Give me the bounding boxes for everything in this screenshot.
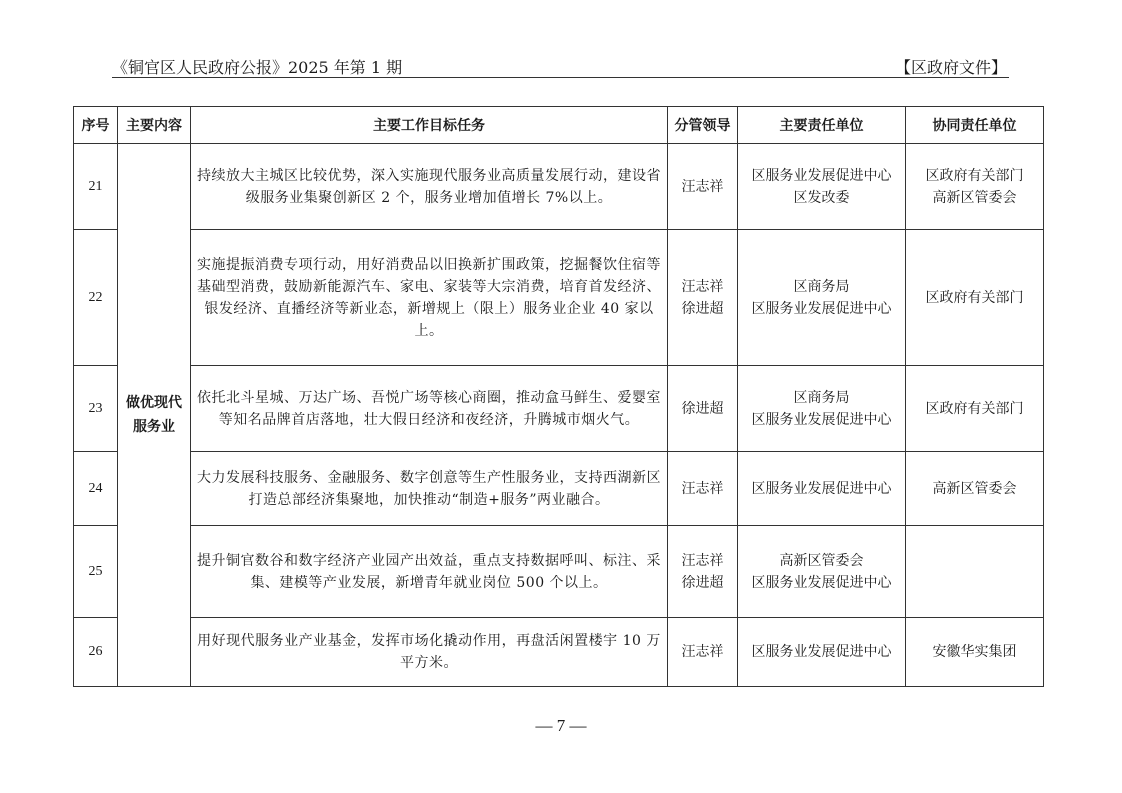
co-unit-name: 区政府有关部门 <box>925 400 1024 417</box>
table-row <box>74 452 1044 526</box>
unit-cell <box>738 230 906 366</box>
unit-name: 区商务局 <box>793 278 850 295</box>
table-row <box>74 526 1044 618</box>
unit-name: 区服务业发展促进中心 <box>751 644 892 660</box>
task-text: 依托北斗星城、万达广场、吾悦广场等核心商圈，推动盒马鲜生、爱婴室等知名品牌首店落地，壮大假日经济和夜经济，升腾城市烟火气。 <box>191 366 668 452</box>
unit-name: 区服务业发展促进中心 <box>751 300 892 317</box>
co-unit-cell <box>906 144 1044 230</box>
table-header-row <box>74 107 1044 144</box>
column-header-no: 序号 <box>74 107 118 144</box>
unit-name: 区服务业发展促进中心 <box>751 411 892 428</box>
leader-name: 徐进超 <box>681 300 724 317</box>
column-header-leader: 分管领导 <box>668 107 738 144</box>
task-text: 用好现代服务业产业基金，发挥市场化撬动作用，再盘活闲置楼宇 10 万平方米。 <box>191 618 668 687</box>
task-text: 提升铜官数谷和数字经济产业园产出效益，重点支持数据呼叫、标注、采集、建模等产业发展，新增青年就业岗位 500 个以上。 <box>191 526 668 618</box>
co-unit-cell <box>906 230 1044 366</box>
leader-cell <box>668 452 738 526</box>
row-number: 26 <box>74 618 118 687</box>
task-table <box>73 106 1044 687</box>
co-unit-name: 区政府有关部门 <box>925 167 1024 184</box>
table-row <box>74 144 1044 230</box>
row-number: 22 <box>74 230 118 366</box>
unit-cell <box>738 526 906 618</box>
unit-cell <box>738 618 906 687</box>
header-rule <box>112 77 1009 78</box>
leader-cell <box>668 618 738 687</box>
leader-name: 汪志祥 <box>681 178 724 195</box>
column-header-unit: 主要责任单位 <box>738 107 906 144</box>
leader-name: 汪志祥 <box>681 644 724 660</box>
unit-name: 区服务业发展促进中心 <box>751 167 892 184</box>
bulletin-title: 《铜官区人民政府公报》2025 年第 1 期 <box>112 58 403 77</box>
page-number: — 7 — <box>535 716 587 735</box>
unit-cell <box>738 366 906 452</box>
unit-name: 高新区管委会 <box>779 552 864 569</box>
leader-name: 汪志祥 <box>681 552 724 569</box>
co-unit-cell <box>906 618 1044 687</box>
unit-cell <box>738 144 906 230</box>
category-line: 服务业 <box>133 419 175 435</box>
co-unit-name: 高新区管委会 <box>932 189 1017 206</box>
section-label: 【区政府文件】 <box>894 58 1007 77</box>
leader-cell <box>668 144 738 230</box>
task-text: 大力发展科技服务、金融服务、数字创意等生产性服务业，支持西湖新区打造总部经济集聚地，加快推动“制造+服务”两业融合。 <box>191 452 668 526</box>
unit-name: 区服务业发展促进中心 <box>751 480 892 497</box>
table-row <box>74 618 1044 687</box>
unit-name: 区服务业发展促进中心 <box>751 574 892 591</box>
task-text: 持续放大主城区比较优势，深入实施现代服务业高质量发展行动，建设省级服务业集聚创新区 2 个，服务业增加值增长 7%以上。 <box>191 144 668 230</box>
row-number: 25 <box>74 526 118 618</box>
table-row <box>74 230 1044 366</box>
row-number: 21 <box>74 144 118 230</box>
leader-name: 徐进超 <box>681 400 724 417</box>
unit-name: 区商务局 <box>793 389 850 406</box>
row-number: 24 <box>74 452 118 526</box>
leader-name: 徐进超 <box>681 574 724 591</box>
leader-cell <box>668 230 738 366</box>
unit-cell <box>738 452 906 526</box>
category-cell <box>118 144 191 687</box>
co-unit-name: 区政府有关部门 <box>925 289 1024 306</box>
leader-name: 汪志祥 <box>681 278 724 295</box>
co-unit-cell <box>906 526 1044 618</box>
leader-name: 汪志祥 <box>681 480 724 497</box>
co-unit-name: 安徽华实集团 <box>932 644 1017 660</box>
column-header-content: 主要内容 <box>118 107 191 144</box>
table-row <box>74 366 1044 452</box>
leader-cell <box>668 526 738 618</box>
category-line: 做优现代 <box>126 395 182 411</box>
unit-name: 区发改委 <box>793 189 850 206</box>
leader-cell <box>668 366 738 452</box>
column-header-co-unit: 协同责任单位 <box>906 107 1044 144</box>
row-number: 23 <box>74 366 118 452</box>
task-text: 实施提振消费专项行动，用好消费品以旧换新扩围政策，挖掘餐饮住宿等基础型消费，鼓励新能源汽车、家电、家装等大宗消费，培育首发经济、银发经济、直播经济等新业态，新增规上（限上）服务业企业 40 家以上。 <box>191 230 668 366</box>
co-unit-name: 高新区管委会 <box>932 480 1017 497</box>
column-header-task: 主要工作目标任务 <box>191 107 668 144</box>
co-unit-cell <box>906 452 1044 526</box>
co-unit-cell <box>906 366 1044 452</box>
